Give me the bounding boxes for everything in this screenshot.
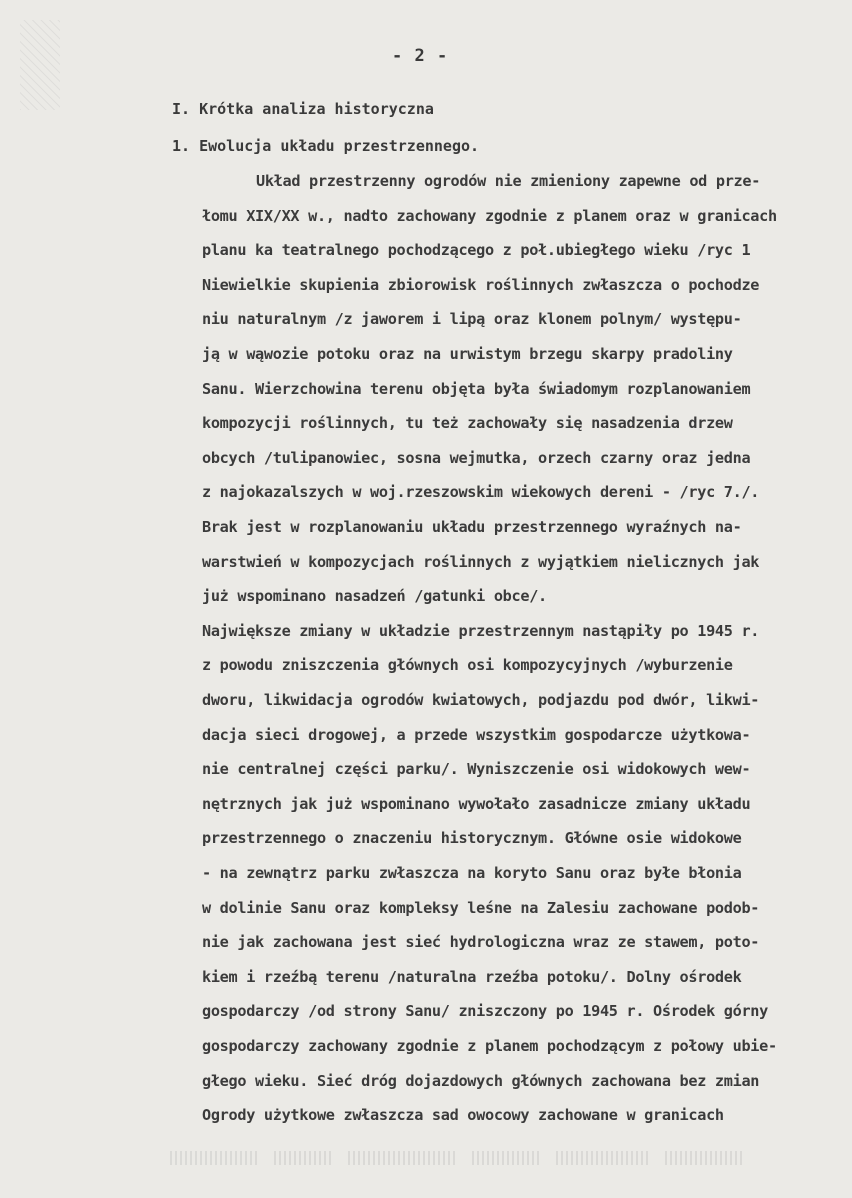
body-line: kompozycji roślinnych, tu też zachowały się nasadzenia drzew bbox=[202, 414, 733, 433]
body-line: kiem i rzeźbą terenu /naturalna rzeźba potoku/. Dolny ośrodek bbox=[202, 967, 742, 986]
subsection-heading: 1. Ewolucja układu przestrzennego. bbox=[172, 137, 480, 155]
body-line: łomu XIX/XX w., nadto zachowany zgodnie z planem oraz w granicach bbox=[202, 206, 777, 225]
body-line: warstwień w kompozycjach roślinnych z wyjątkiem nielicznych jak bbox=[202, 552, 760, 571]
body-line: głego wieku. Sieć dróg dojazdowych głównych zachowana bez zmian bbox=[202, 1071, 760, 1090]
body-line: - na zewnątrz parku zwłaszcza na koryto Sanu oraz byłe błonia bbox=[202, 864, 742, 882]
body-line: w dolinie Sanu oraz kompleksy leśne na Zalesiu zachowane podob- bbox=[202, 898, 760, 917]
body-line: nie jak zachowana jest sieć hydrologiczna wraz ze stawem, poto- bbox=[202, 933, 760, 952]
body-line: dacja sieci drogowej, a przede wszystkim gospodarcze użytkowa- bbox=[202, 725, 751, 744]
body-line: nętrznych jak już wspominano wywołało zasadnicze zmiany układu bbox=[202, 794, 751, 813]
page-number: - 2 - bbox=[392, 46, 449, 66]
body-line: już wspominano nasadzeń /gatunki obce/. bbox=[202, 587, 547, 606]
body-line: ją w wąwozie potoku oraz na urwistym brzegu skarpy pradoliny bbox=[202, 345, 733, 363]
body-line: przestrzennego o znaczeniu historycznym. Główne osie widokowe bbox=[202, 829, 742, 848]
body-line: planu ka teatralnego pochodzącego z poł.ubiegłego wieku /ryc 1 bbox=[202, 241, 751, 260]
body-line: z powodu zniszczenia głównych osi kompozycyjnych /wyburzenie bbox=[202, 656, 733, 675]
body-line: gospodarczy zachowany zgodnie z planem pochodzącym z połowy ubie- bbox=[202, 1037, 777, 1055]
body-line: Układ przestrzenny ogrodów nie zmieniony zapewne od prze- bbox=[256, 172, 761, 190]
bleed-through-text bbox=[170, 1150, 810, 1180]
body-line: dworu, likwidacja ogrodów kwiatowych, podjazdu pod dwór, likwi- bbox=[202, 691, 760, 709]
body-line: gospodarczy /od strony Sanu/ zniszczony po 1945 r. Ośrodek górny bbox=[202, 1002, 768, 1021]
body-line: niu naturalnym /z jaworem i lipą oraz klonem polnym/ występu- bbox=[202, 310, 742, 329]
body-line: Ogrody użytkowe zwłaszcza sad owocowy zachowane w granicach bbox=[202, 1106, 724, 1125]
paper-mark bbox=[20, 20, 60, 110]
section-heading: I. Krótka analiza historyczna bbox=[172, 100, 434, 118]
body-line: Sanu. Wierzchowina terenu objęta była świadomym rozplanowaniem bbox=[202, 379, 751, 398]
body-line: Brak jest w rozplanowaniu układu przestrzennego wyraźnych na- bbox=[202, 518, 742, 536]
body-line: z najokazalszych w woj.rzeszowskim wiekowych dereni - /ryc 7./. bbox=[202, 483, 760, 502]
body-line: nie centralnej części parku/. Wyniszczenie osi widokowych wew- bbox=[202, 760, 751, 779]
body-line: Niewielkie skupienia zbiorowisk roślinnych zwłaszcza o pochodze bbox=[202, 275, 760, 294]
body-line: Największe zmiany w układzie przestrzennym nastąpiły po 1945 r. bbox=[202, 621, 760, 640]
body-line: obcych /tulipanowiec, sosna wejmutka, orzech czarny oraz jedna bbox=[202, 448, 751, 467]
